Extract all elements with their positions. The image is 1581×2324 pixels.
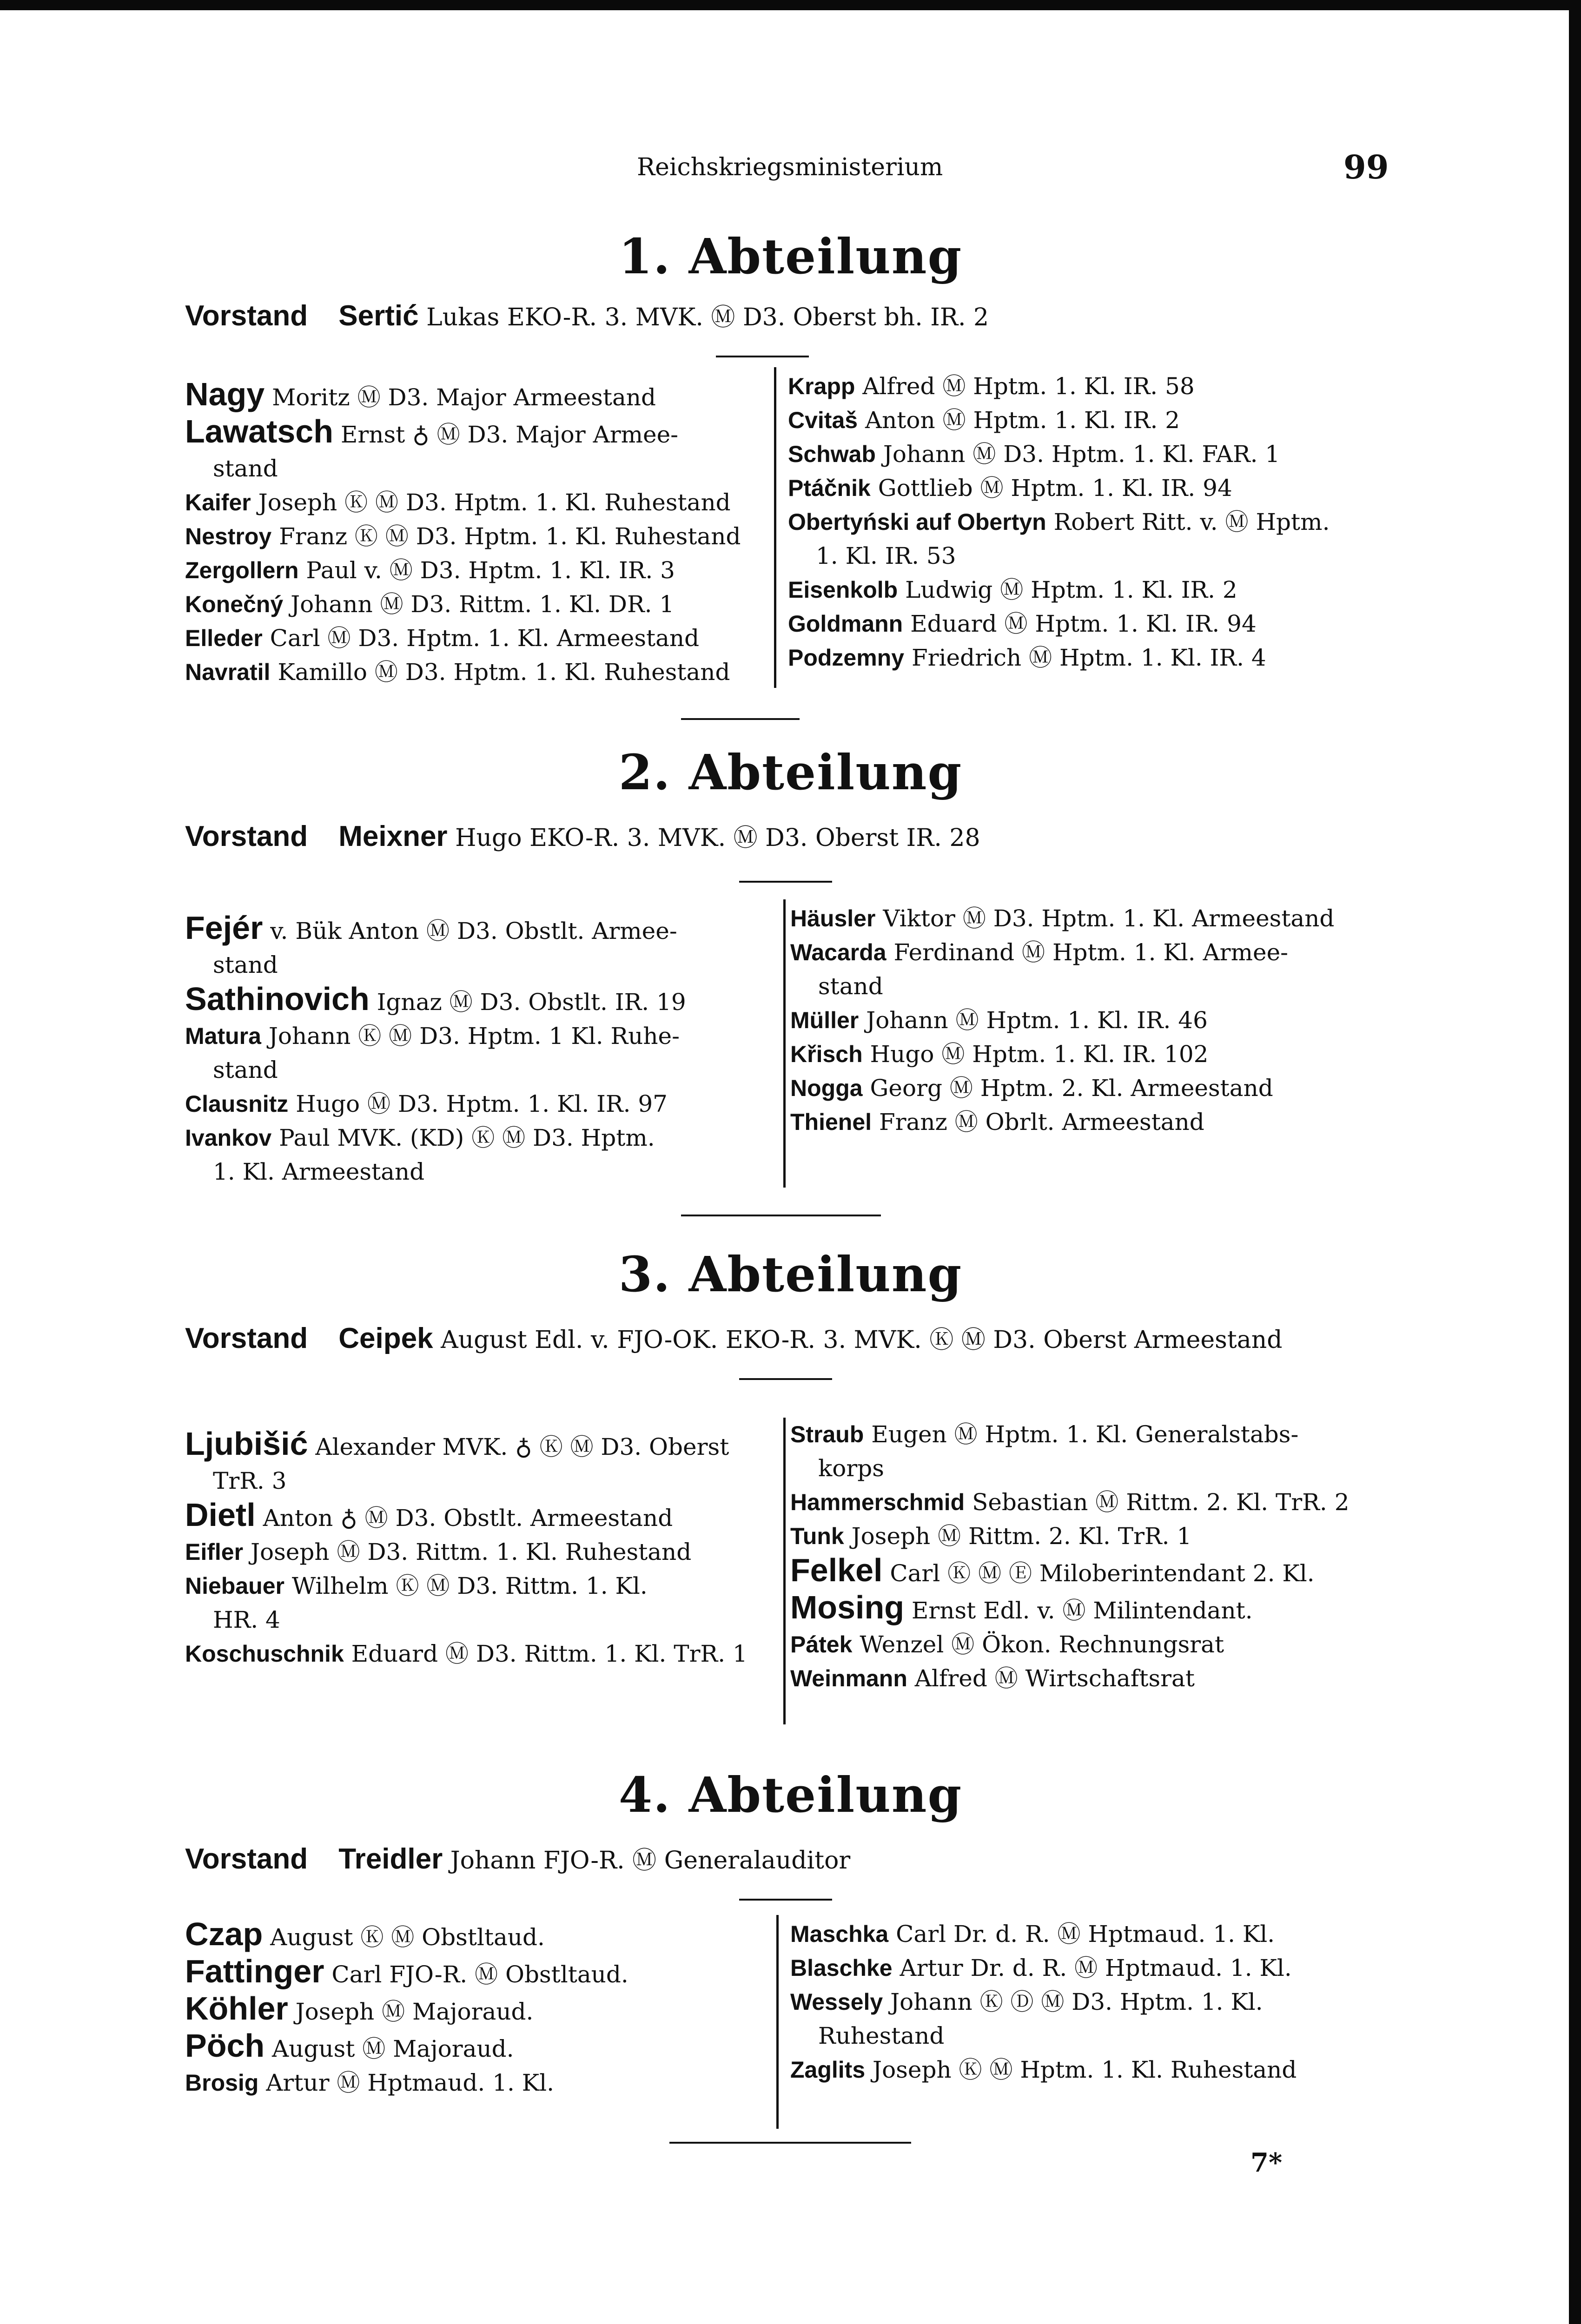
- personnel-entry: [790, 1105, 1404, 1139]
- vorstand-name: Treidler: [338, 1843, 443, 1875]
- right-column: [790, 1418, 1404, 1696]
- person-details: Sebastian Ⓜ Rittm. 2. Kl. TrR. 2: [972, 1489, 1349, 1516]
- divider: [681, 718, 800, 720]
- person-surname: Clausnitz: [185, 1091, 289, 1117]
- vorstand-name: Sertić: [338, 300, 419, 332]
- personnel-entry: [185, 1992, 768, 2029]
- personnel-entry: [185, 948, 775, 982]
- personnel-entry: [788, 471, 1402, 505]
- person-details: August Ⓚ Ⓜ Obstltaud.: [270, 1924, 545, 1951]
- personnel-entry: [185, 1569, 775, 1603]
- person-surname: Krapp: [788, 373, 855, 399]
- personnel-entry: [185, 1917, 768, 1954]
- personnel-entry: [185, 520, 766, 554]
- person-surname: Wacarda: [790, 939, 886, 965]
- personnel-entry: [185, 377, 766, 415]
- person-details: Joseph Ⓜ Rittm. 2. Kl. TrR. 1: [851, 1523, 1192, 1550]
- personnel-entry: [185, 486, 766, 520]
- person-details: Paul MVK. (KD) Ⓚ Ⓜ D3. Hptm.: [279, 1124, 655, 1151]
- person-details: Carl Dr. d. R. Ⓜ Hptmaud. 1. Kl.: [896, 1921, 1275, 1948]
- person-surname: Lawatsch: [185, 413, 333, 449]
- person-surname: Křisch: [790, 1041, 863, 1067]
- person-details: Ernst ♁ Ⓜ D3. Major Armee-: [340, 421, 679, 448]
- personnel-entry: [185, 982, 775, 1019]
- personnel-entry: [788, 573, 1402, 607]
- personnel-entry: [790, 936, 1404, 970]
- person-details: 1. Kl. IR. 53: [816, 542, 956, 569]
- personnel-entry: [790, 902, 1404, 936]
- person-details: Anton ♁ Ⓜ D3. Obstlt. Armeestand: [263, 1505, 673, 1532]
- person-details: Anton Ⓜ Hptm. 1. Kl. IR. 2: [865, 407, 1180, 434]
- vorstand-label: Vorstand: [185, 1322, 308, 1354]
- personnel-entry: [185, 911, 775, 948]
- person-surname: Czap: [185, 1916, 263, 1952]
- vorstand-details: Hugo EKO-R. 3. MVK. Ⓜ D3. Oberst IR. 28: [455, 824, 980, 852]
- person-surname: Sathinovich: [185, 981, 370, 1017]
- person-details: Gottlieb Ⓜ Hptm. 1. Kl. IR. 94: [878, 475, 1232, 502]
- person-surname: Brosig: [185, 2070, 259, 2096]
- person-surname: Fattinger: [185, 1953, 324, 1989]
- person-surname: Eisenkolb: [788, 577, 898, 603]
- vorstand-details: Johann FJO-R. Ⓜ Generalauditor: [450, 1847, 851, 1875]
- person-details: Friedrich Ⓜ Hptm. 1. Kl. IR. 4: [911, 644, 1266, 671]
- personnel-entry: [788, 370, 1402, 403]
- person-surname: Straub: [790, 1421, 864, 1447]
- person-details: Franz Ⓜ Obrlt. Armeestand: [879, 1109, 1204, 1136]
- person-surname: Nestroy: [185, 523, 272, 549]
- person-details: Ernst Edl. v. Ⓜ Milintendant.: [911, 1597, 1253, 1624]
- person-details: Carl Ⓚ Ⓜ Ⓔ Miloberintendant 2. Kl.: [890, 1560, 1315, 1587]
- person-details: v. Bük Anton Ⓜ D3. Obstlt. Armee-: [270, 918, 677, 944]
- person-details: Joseph Ⓜ Majoraud.: [295, 1998, 534, 2025]
- personnel-entry: [185, 415, 766, 452]
- person-details: stand: [818, 973, 883, 1000]
- personnel-entry: [790, 1591, 1404, 1628]
- vorstand-label: Vorstand: [185, 1843, 308, 1875]
- personnel-entry: [790, 1519, 1404, 1553]
- person-details: Johann Ⓜ D3. Hptm. 1. Kl. FAR. 1: [883, 441, 1280, 468]
- person-details: Paul v. Ⓜ D3. Hptm. 1. Kl. IR. 3: [306, 557, 675, 584]
- column-divider: [774, 367, 776, 688]
- person-surname: Koschuschnik: [185, 1641, 344, 1667]
- person-surname: Cvitaš: [788, 407, 858, 433]
- section-title: 2. Abteilung: [618, 744, 963, 801]
- person-surname: Nogga: [790, 1075, 863, 1101]
- person-surname: Dietl: [185, 1497, 256, 1533]
- personnel-entry: [185, 452, 766, 486]
- person-surname: Navratil: [185, 659, 271, 685]
- personnel-entry: [185, 1498, 775, 1535]
- person-details: Johann Ⓚ Ⓓ Ⓜ D3. Hptm. 1. Kl.: [890, 1988, 1263, 2015]
- personnel-entry: [788, 641, 1402, 675]
- personnel-entry: [790, 2019, 1404, 2053]
- personnel-entry: [790, 970, 1404, 1004]
- person-details: TrR. 3: [213, 1467, 287, 1494]
- person-details: Joseph Ⓚ Ⓜ Hptm. 1. Kl. Ruhestand: [873, 2056, 1297, 2083]
- person-details: Ruhestand: [818, 2022, 945, 2049]
- person-details: Georg Ⓜ Hptm. 2. Kl. Armeestand: [870, 1075, 1273, 1102]
- person-details: Artur Ⓜ Hptmaud. 1. Kl.: [266, 2069, 555, 2096]
- personnel-entry: [790, 1071, 1404, 1105]
- personnel-entry: [185, 1019, 775, 1053]
- personnel-entry: [790, 1037, 1404, 1071]
- person-details: HR. 4: [213, 1606, 280, 1633]
- personnel-entry: [185, 2066, 768, 2100]
- person-surname: Zaglits: [790, 2057, 866, 2083]
- column-divider: [783, 1418, 786, 1724]
- personnel-entry: [790, 1553, 1404, 1591]
- person-details: Eduard Ⓜ Hptm. 1. Kl. IR. 94: [910, 610, 1257, 637]
- person-details: Franz Ⓚ Ⓜ D3. Hptm. 1. Kl. Ruhestand: [279, 523, 741, 550]
- person-surname: Mosing: [790, 1589, 904, 1625]
- personnel-entry: [790, 1951, 1404, 1985]
- person-surname: Hammerschmid: [790, 1489, 965, 1515]
- personnel-entry: [185, 1427, 775, 1464]
- person-details: Johann Ⓜ D3. Rittm. 1. Kl. DR. 1: [291, 591, 675, 618]
- person-details: Hugo Ⓜ D3. Hptm. 1. Kl. IR. 97: [296, 1090, 668, 1117]
- person-details: Ludwig Ⓜ Hptm. 1. Kl. IR. 2: [905, 576, 1237, 603]
- personnel-entry: [788, 505, 1402, 539]
- personnel-entry: [185, 655, 766, 689]
- person-details: Joseph Ⓜ D3. Rittm. 1. Kl. Ruhestand: [250, 1538, 692, 1565]
- person-surname: Ptáčnik: [788, 475, 871, 501]
- person-details: stand: [213, 951, 278, 978]
- person-details: korps: [818, 1455, 884, 1482]
- person-details: Ferdinand Ⓜ Hptm. 1. Kl. Armee-: [893, 939, 1289, 966]
- person-surname: Schwab: [788, 441, 876, 467]
- person-surname: Pöch: [185, 2027, 265, 2064]
- running-head: Reichskriegsministerium: [637, 153, 943, 181]
- person-details: Alfred Ⓜ Hptm. 1. Kl. IR. 58: [862, 373, 1195, 400]
- person-details: Carl Ⓜ D3. Hptm. 1. Kl. Armeestand: [270, 625, 700, 652]
- person-details: Hugo Ⓜ Hptm. 1. Kl. IR. 102: [870, 1041, 1209, 1068]
- personnel-entry: [790, 1917, 1404, 1951]
- personnel-entry: [790, 1418, 1404, 1452]
- person-details: Johann Ⓜ Hptm. 1. Kl. IR. 46: [866, 1007, 1208, 1034]
- person-surname: Konečný: [185, 591, 284, 617]
- person-details: Alexander MVK. ♁ Ⓚ Ⓜ D3. Oberst: [315, 1433, 729, 1460]
- person-surname: Goldmann: [788, 611, 903, 637]
- person-details: stand: [213, 1056, 278, 1083]
- vorstand-line: [185, 1841, 850, 1875]
- personnel-entry: [790, 1004, 1404, 1037]
- person-surname: Podzemny: [788, 645, 905, 671]
- personnel-entry: [790, 2053, 1404, 2087]
- left-column: [185, 1917, 768, 2100]
- personnel-entry: [788, 437, 1402, 471]
- personnel-entry: [790, 1628, 1404, 1662]
- person-details: Joseph Ⓚ Ⓜ D3. Hptm. 1. Kl. Ruhestand: [258, 489, 731, 516]
- vorstand-name: Ceipek: [338, 1322, 433, 1354]
- vorstand-label: Vorstand: [185, 820, 308, 852]
- person-surname: Wessely: [790, 1989, 883, 2015]
- person-details: Johann Ⓚ Ⓜ D3. Hptm. 1 Kl. Ruhe-: [268, 1023, 680, 1050]
- column-divider: [783, 899, 786, 1188]
- vorstand-label: Vorstand: [185, 300, 308, 332]
- personnel-entry: [185, 1603, 775, 1637]
- personnel-entry: [790, 1486, 1404, 1519]
- person-surname: Zergollern: [185, 557, 299, 583]
- person-surname: Fejér: [185, 910, 263, 946]
- person-details: Alfred Ⓜ Wirtschaftsrat: [914, 1665, 1195, 1692]
- person-surname: Eifler: [185, 1539, 244, 1565]
- person-surname: Niebauer: [185, 1573, 284, 1599]
- person-details: Carl FJO-R. Ⓜ Obstltaud.: [331, 1961, 628, 1988]
- divider: [739, 881, 832, 883]
- personnel-entry: [185, 1121, 775, 1155]
- column-divider: [776, 1915, 779, 2129]
- signature-mark: 7*: [1250, 2147, 1283, 2178]
- person-surname: Tunk: [790, 1523, 844, 1549]
- left-column: [185, 1427, 775, 1671]
- personnel-entry: [788, 539, 1402, 573]
- person-details: Eduard Ⓜ D3. Rittm. 1. Kl. TrR. 1: [351, 1640, 748, 1667]
- personnel-entry: [185, 1637, 775, 1671]
- divider: [669, 2142, 911, 2144]
- person-details: Moritz Ⓜ D3. Major Armeestand: [272, 384, 656, 411]
- personnel-entry: [790, 1985, 1404, 2019]
- divider: [739, 1899, 832, 1901]
- person-details: Viktor Ⓜ D3. Hptm. 1. Kl. Armeestand: [883, 905, 1335, 932]
- person-surname: Kaifer: [185, 489, 251, 515]
- personnel-entry: [185, 1087, 775, 1121]
- person-details: Eugen Ⓜ Hptm. 1. Kl. Generalstabs-: [871, 1421, 1299, 1448]
- person-details: stand: [213, 455, 278, 482]
- personnel-entry: [185, 1954, 768, 1992]
- vorstand-details: Lukas EKO-R. 3. MVK. Ⓜ D3. Oberst bh. IR. 2: [426, 304, 989, 331]
- personnel-entry: [185, 1535, 775, 1569]
- vorstand-line: [185, 818, 980, 853]
- person-surname: Obertyński auf Obertyn: [788, 509, 1046, 535]
- personnel-entry: [790, 1662, 1404, 1696]
- person-surname: Müller: [790, 1007, 859, 1033]
- personnel-entry: [185, 1464, 775, 1498]
- page-number: 99: [1343, 148, 1389, 186]
- person-surname: Nagy: [185, 376, 265, 412]
- right-column: [788, 370, 1402, 675]
- person-details: Ignaz Ⓜ D3. Obstlt. IR. 19: [377, 989, 686, 1016]
- right-column: [790, 902, 1404, 1139]
- person-details: Kamillo Ⓜ D3. Hptm. 1. Kl. Ruhestand: [278, 659, 730, 686]
- person-details: August Ⓜ Majoraud.: [272, 2035, 514, 2062]
- divider: [716, 356, 809, 357]
- personnel-entry: [185, 2029, 768, 2066]
- person-surname: Ivankov: [185, 1125, 272, 1151]
- personnel-entry: [185, 621, 766, 655]
- left-column: [185, 911, 775, 1189]
- section-title: 3. Abteilung: [618, 1246, 963, 1303]
- divider: [681, 1215, 881, 1216]
- person-details: Wilhelm Ⓚ Ⓜ D3. Rittm. 1. Kl.: [291, 1572, 648, 1599]
- person-surname: Köhler: [185, 1990, 288, 2027]
- person-surname: Pátek: [790, 1631, 853, 1657]
- divider: [739, 1378, 832, 1380]
- person-details: Wenzel Ⓜ Ökon. Rechnungsrat: [860, 1631, 1224, 1658]
- person-details: 1. Kl. Armeestand: [213, 1158, 425, 1185]
- vorstand-line: [185, 1320, 1283, 1355]
- personnel-entry: [788, 403, 1402, 437]
- personnel-entry: [185, 588, 766, 621]
- person-surname: Thienel: [790, 1109, 872, 1135]
- section-title: 4. Abteilung: [618, 1766, 963, 1823]
- personnel-entry: [185, 1155, 775, 1189]
- person-surname: Weinmann: [790, 1665, 907, 1691]
- person-details: Artur Dr. d. R. Ⓜ Hptmaud. 1. Kl.: [900, 1954, 1292, 1981]
- person-surname: Matura: [185, 1023, 261, 1049]
- vorstand-name: Meixner: [338, 820, 448, 852]
- person-surname: Felkel: [790, 1552, 883, 1588]
- right-column: [790, 1917, 1404, 2087]
- person-surname: Häusler: [790, 905, 876, 931]
- personnel-entry: [788, 607, 1402, 641]
- personnel-entry: [790, 1452, 1404, 1486]
- vorstand-line: [185, 297, 989, 332]
- vorstand-details: August Edl. v. FJO-OK. EKO-R. 3. MVK. Ⓚ Ⓜ D3. Oberst Armeestand: [441, 1326, 1283, 1354]
- person-surname: Maschka: [790, 1921, 889, 1947]
- personnel-entry: [185, 1053, 775, 1087]
- left-column: [185, 377, 766, 689]
- person-surname: Ljubišić: [185, 1426, 308, 1462]
- person-details: Robert Ritt. v. Ⓜ Hptm.: [1053, 508, 1330, 535]
- personnel-entry: [185, 554, 766, 588]
- person-surname: Blaschke: [790, 1955, 893, 1981]
- person-surname: Elleder: [185, 625, 263, 651]
- section-title: 1. Abteilung: [618, 228, 963, 285]
